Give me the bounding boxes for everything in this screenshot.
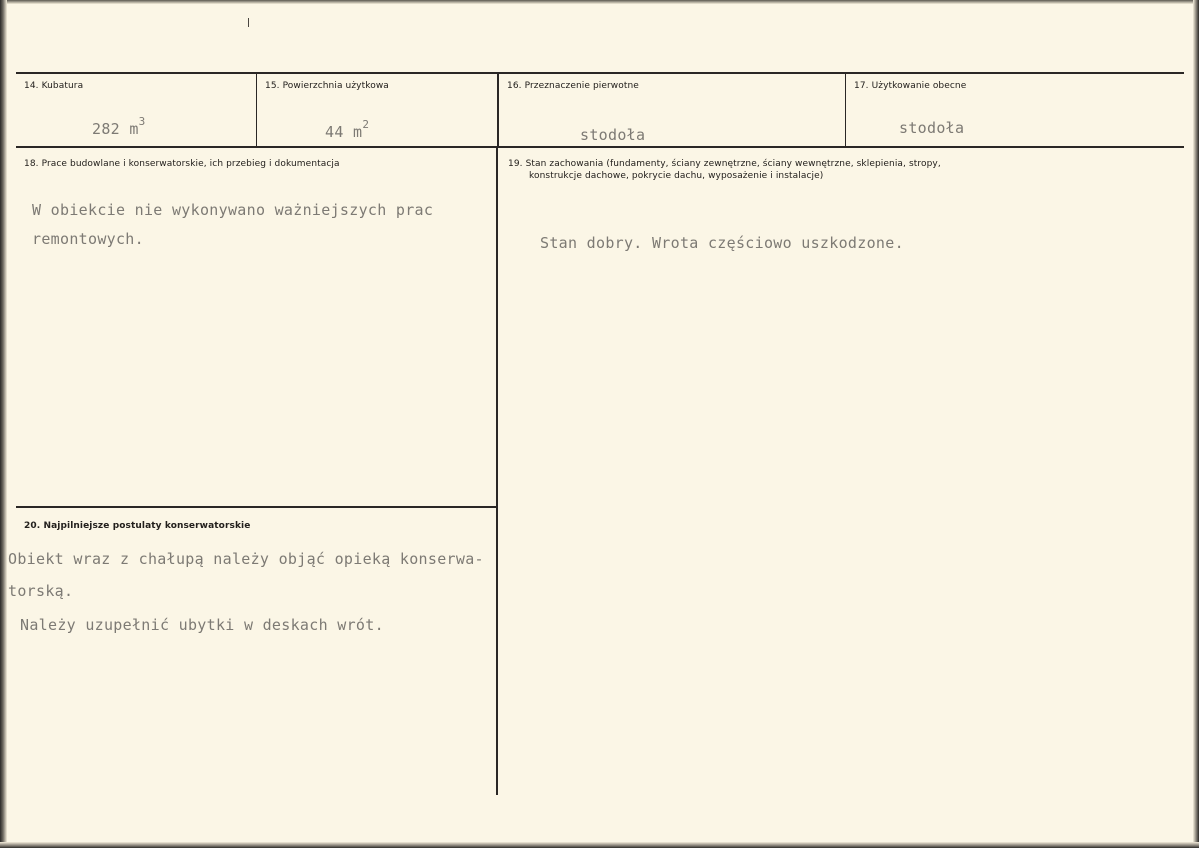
top-rule (16, 72, 1184, 74)
field-18-label: 18. Prace budowlane i konserwatorskie, ich przebieg i dokumentacja (24, 159, 340, 169)
field-20-label: 20. Najpilniejsze postulaty konserwatorskie (24, 521, 251, 531)
field-20-line-3: Należy uzupełnić ubytki w deskach wrót. (20, 616, 384, 634)
field-20-line-2: torską. (8, 582, 74, 600)
row1-divider-1 (256, 73, 257, 147)
card-bottom-edge (0, 842, 1199, 848)
field-19-text: Stan dobry. Wrota częściowo uszkodzone. (540, 234, 904, 252)
field-14-number: 282 m (92, 120, 139, 138)
card-top-edge (0, 0, 1199, 4)
card-left-edge (0, 0, 7, 848)
fold-mark (248, 18, 249, 27)
field-18-line-2: remontowych. (32, 230, 144, 248)
field-18-line-1: W obiekcie nie wykonywano ważniejszych prac (32, 201, 434, 219)
field-16-label: 16. Przeznaczenie pierwotne (507, 81, 639, 91)
field-14-exponent: 3 (138, 115, 146, 128)
field-17-label: 17. Użytkowanie obecne (854, 81, 967, 91)
row1-bottom-rule (16, 146, 1184, 148)
field-19-label-line-1: 19. Stan zachowania (fundamenty, ściany zewnętrzne, ściany wewnętrzne, sklepienia, stropy, (508, 159, 941, 169)
section20-top-rule (16, 506, 497, 508)
field-14-value (92, 115, 146, 138)
main-column-divider (496, 147, 498, 795)
field-14-label: 14. Kubatura (24, 81, 84, 91)
field-19-label-line-2: konstrukcje dachowe, pokrycie dachu, wyposażenie i instalacje) (529, 171, 824, 181)
field-20-line-1: Obiekt wraz z chałupą należy objąć opieką konserwa- (8, 550, 484, 568)
field-15-number: 44 m (325, 123, 363, 141)
field-15-label: 15. Powierzchnia użytkowa (265, 81, 389, 91)
field-15-value (325, 118, 370, 141)
card-right-edge (1193, 0, 1199, 848)
row1-divider-3 (845, 73, 846, 147)
row1-divider-2 (497, 73, 499, 147)
field-17-value: stodoła (899, 119, 965, 137)
field-15-exponent: 2 (362, 118, 370, 131)
field-16-value: stodoła (580, 126, 646, 144)
